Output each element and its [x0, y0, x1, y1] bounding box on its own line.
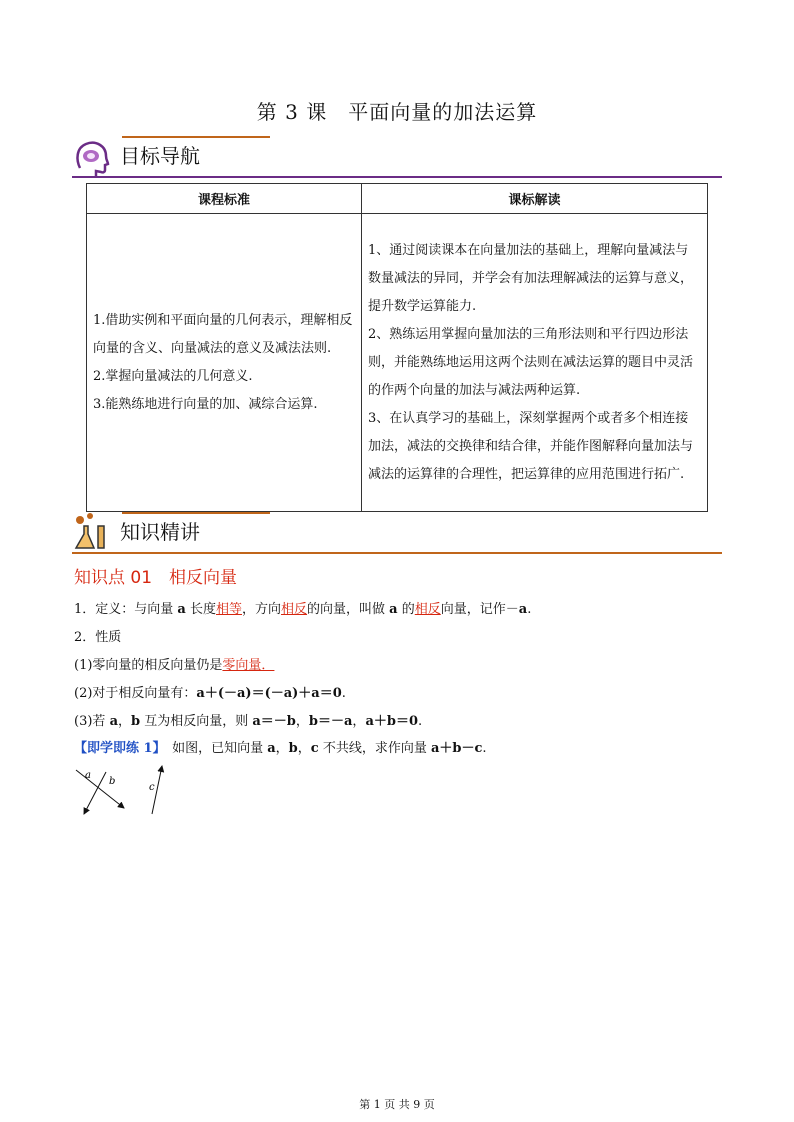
vector-c: c [310, 741, 319, 756]
text: ，方向 [242, 602, 282, 617]
vector-a: a [267, 741, 276, 756]
vector-b-arrow [76, 770, 124, 808]
property-3 [74, 710, 422, 729]
interpretation-item: 1、通过阅读课本在向量加法的基础上，理解向量减法与数量减法的异同，并学会有加法理解减法的运算与意义，提升数学运算能力. [368, 242, 694, 314]
text: (3)若 [74, 714, 110, 729]
formula: a＋(－a)＝(－a)＋a＝0 [196, 686, 342, 701]
vector-b: b [288, 741, 298, 756]
vector-a: a [177, 602, 186, 617]
section-header-nav [72, 136, 722, 178]
standard-item: 2.掌握向量减法的几何意义. [93, 368, 253, 384]
section-title-knowledge: 知识精讲 [120, 520, 200, 544]
interpretation-item: 3、在认真学习的基础上，深刻掌握两个或者多个相连接加法，减法的交换律和结合律，并能作图解释向量加法与减法的运算律的合理性，把运算律的应用范围进行拓广. [368, 410, 694, 482]
text: ， [352, 714, 366, 729]
text: . [527, 602, 532, 617]
formula: a＋b＝0 [365, 714, 418, 729]
standard-item: 1.借助实例和平面向量的几何表示，理解相反向量的含义、向量减法的意义及减法法则. [93, 312, 353, 356]
standard-cell [87, 214, 362, 512]
standard-item: 3.能熟练地进行向量的加、减综合运算. [93, 396, 318, 412]
definition-line [74, 598, 531, 617]
page-title: 第 3 课 平面向量的加法运算 [256, 100, 538, 124]
text: ， [118, 714, 132, 729]
label-a: a [85, 770, 91, 781]
curriculum-table [86, 183, 708, 512]
text: 长度 [185, 602, 216, 617]
table-header-row [87, 184, 708, 214]
text: 的向量，叫做 [307, 602, 390, 617]
text: (1)零向量的相反向量仍是 [74, 658, 223, 673]
interpretation-item: 2、熟练运用掌握向量加法的三角形法则和平行四边形法则，并能熟练地运用这两个法则在减法运算的题目中灵活的作两个向量的加法与减法两种运算. [368, 326, 694, 398]
text: 的 [397, 602, 415, 617]
text: . [341, 686, 346, 701]
text: ， [297, 741, 311, 756]
exercise-tag: 【即学即练 1】 [74, 741, 160, 756]
text: ， [275, 741, 289, 756]
vector-figure [70, 762, 180, 820]
vector-b: b [131, 714, 141, 729]
knowledge-point-title: 知识点 01 相反向量 [74, 568, 238, 588]
text: 不共线，求作向量 [318, 741, 431, 756]
answer-blank: 相反 [414, 602, 441, 617]
section-title-nav: 目标导航 [120, 144, 200, 168]
vector-a: a [518, 602, 528, 617]
header-accent-bar [122, 136, 270, 138]
text: 互为相反向量，则 [140, 714, 253, 729]
formula: a＋b－c [430, 741, 483, 756]
property-2 [74, 682, 346, 701]
text: 如图，已知向量 [159, 741, 268, 756]
page-footer: 第 1 页 共 9 页 [359, 1098, 435, 1111]
property-1 [74, 654, 274, 673]
property-heading: 2．性质 [74, 630, 122, 645]
formula: a＝－b [252, 714, 296, 729]
text: (2)对于相反向量有： [74, 686, 197, 701]
vector-a: a [109, 714, 118, 729]
table-row [87, 214, 708, 512]
section-divider [72, 176, 722, 178]
vector-a: a [389, 602, 398, 617]
table-header-interpretation: 课标解读 [362, 184, 708, 214]
label-c: c [149, 782, 155, 793]
text: ， [295, 714, 309, 729]
exercise-line [74, 737, 487, 756]
answer-blank: 相反 [281, 602, 308, 617]
label-b: b [109, 776, 116, 787]
section-header-knowledge [72, 512, 722, 554]
lab-flask-icon [72, 512, 112, 552]
table-header-standard: 课程标准 [87, 184, 362, 214]
interpretation-cell [362, 214, 708, 512]
formula: b＝－a [308, 714, 353, 729]
text: . [482, 741, 487, 756]
brain-head-icon [72, 138, 112, 176]
answer-blank: 零向量． [222, 658, 275, 673]
header-accent-bar [122, 512, 270, 514]
text: 1．定义：与向量 [74, 602, 178, 617]
text: 向量，记作－ [440, 602, 519, 617]
section-divider [72, 552, 722, 554]
answer-blank: 相等 [215, 602, 242, 617]
text: . [418, 714, 423, 729]
